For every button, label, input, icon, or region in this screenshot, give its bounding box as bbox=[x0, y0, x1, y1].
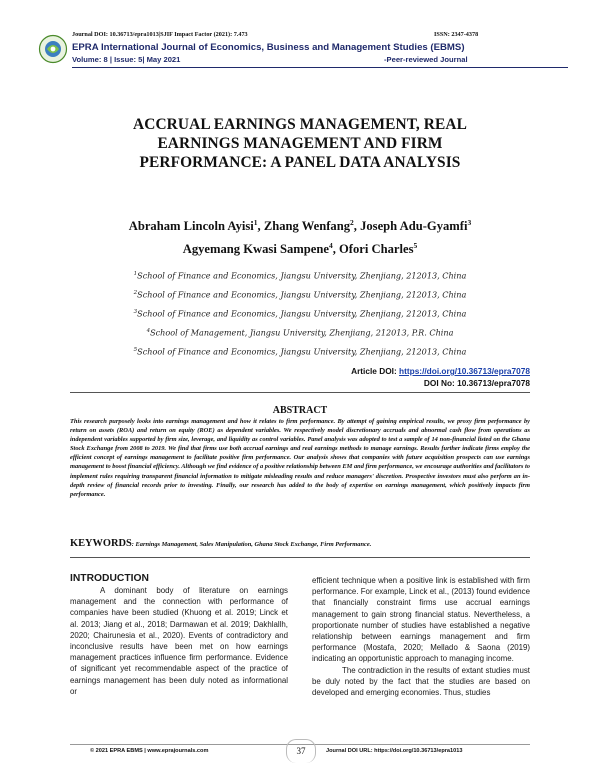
author-sup: 5 bbox=[413, 241, 418, 251]
author-sup: 1 bbox=[253, 218, 258, 227]
author-name: Joseph Adu-Gyamfi bbox=[360, 219, 468, 234]
author-name: Agyemang Kwasi Sampene bbox=[182, 242, 329, 257]
affiliation-sup: 1 bbox=[133, 271, 138, 277]
keywords-label: KEYWORDS bbox=[70, 538, 132, 549]
affiliation bbox=[60, 304, 540, 323]
affiliation bbox=[60, 285, 540, 304]
author-sep: , bbox=[257, 219, 264, 234]
affiliation-list bbox=[60, 266, 540, 360]
article-doi-label: Article DOI: bbox=[351, 366, 400, 376]
intro-paragraph: efficient technique when a positive link is established with firm performance. For example, Linck et al., (2013) found evidence that financially constraint firms use accrual earnings management to gain strong financial status. Nevertheless, a proportionate number of studies have established a negative relationship between earnings management and firm performance (Mostafa, 2020; Mellado & Saona (2019) indicating an opportunistic approach to managing income. bbox=[312, 576, 530, 664]
affiliation-sup: 2 bbox=[133, 289, 138, 296]
peer-reviewed-label: -Peer-reviewed Journal bbox=[384, 55, 468, 64]
journal-doi-line: Journal DOI: 10.36713/epra1013|SJIF Impact Factor (2021): 7.473 bbox=[72, 31, 248, 38]
keywords-text: : Earnings Management, Sales Manipulation, Ghana Stock Exchange, Firm Performance. bbox=[131, 541, 372, 548]
article-doi-block bbox=[351, 365, 530, 389]
abstract-bottom-rule bbox=[70, 557, 530, 558]
footer-journal-doi: Journal DOI URL: https://doi.org/10.36713/epra1013 bbox=[326, 748, 463, 754]
journal-name: EPRA International Journal of Economics, Business and Management Studies (EBMS) bbox=[72, 42, 465, 53]
affiliation-text: School of Finance and Economics, Jiangsu University, Zhenjiang, 212013, China bbox=[137, 308, 467, 319]
affiliation-sup: 5 bbox=[133, 346, 138, 353]
title-line: EARNINGS MANAGEMENT AND FIRM bbox=[157, 135, 443, 152]
keywords bbox=[70, 538, 530, 549]
author-name: Zhang Wenfang bbox=[263, 219, 351, 234]
intro-right-column bbox=[312, 575, 530, 698]
issn: ISSN: 2347-4378 bbox=[434, 31, 479, 38]
volume-issue: Volume: 8 | Issue: 5| May 2021 bbox=[72, 55, 181, 64]
header-divider bbox=[72, 67, 568, 68]
abstract-top-rule bbox=[70, 392, 530, 393]
author-name: Ofori Charles bbox=[339, 242, 414, 257]
affiliation bbox=[60, 342, 540, 361]
abstract-heading: ABSTRACT bbox=[272, 405, 328, 416]
page-footer bbox=[90, 748, 510, 768]
affiliation bbox=[60, 266, 540, 285]
affiliation-text: School of Finance and Economics, Jiangsu University, Zhenjiang, 212013, China bbox=[137, 289, 467, 300]
footer-copyright: © 2021 EPRA EBMS | www.eprajournals.com bbox=[90, 748, 209, 754]
title-line: ACCRUAL EARNINGS MANAGEMENT, REAL bbox=[133, 116, 467, 133]
author-sup: 3 bbox=[467, 218, 472, 227]
affiliation-text: School of Finance and Economics, Jiangsu University, Zhenjiang, 212013, China bbox=[137, 270, 467, 281]
paper-title bbox=[60, 115, 540, 172]
doi-number: DOI No: 10.36713/epra7078 bbox=[423, 378, 530, 388]
author-sup: 2 bbox=[350, 218, 354, 227]
author-sep: , bbox=[353, 219, 361, 234]
affiliation-text: School of Finance and Economics, Jiangsu University, Zhenjiang, 212013, China bbox=[137, 346, 467, 357]
intro-paragraph: A dominant body of literature on earnings management and the connection with performance of companies have been studied (Khuong et al. 2019; Linck et al. 2013; Jiang et al., 2018; Darmawan et al. 2019; Dakhlallh, 2020; Chairunesia et al., 2020). Events of contradictory and inconclusive results have been met on how earnings management practices influence firm performance. Evidence of significant yet recommendable aspect of the practice of earnings management has been duly noted as informational or bbox=[70, 586, 288, 696]
intro-paragraph: The contradiction in the results of extant studies must be duly noted by the fact that the studies are based on developed and emerging economies. Thus, studies bbox=[312, 665, 530, 698]
page-number: 37 bbox=[296, 746, 306, 756]
author-sep: , bbox=[332, 242, 340, 257]
intro-left-column bbox=[70, 572, 288, 697]
epra-logo-icon bbox=[38, 34, 68, 64]
title-line: PERFORMANCE: A PANEL DATA ANALYSIS bbox=[139, 154, 461, 171]
affiliation-sup: 4 bbox=[146, 327, 151, 334]
author-line bbox=[60, 236, 540, 259]
author-line bbox=[60, 213, 540, 236]
abstract-body: This research purposely looks into earnings management and how it relates to firm performance. By attempt of gaining empirical results, we proxy firm performance by return on assets (ROA) and return on equity (ROE) as dependent variables. We respectively model discretionary accruals and abnormal cash flow from operations as independent variables supported by firm size, leverage, and liquidity as control variables. Panel analysis was adopted to test a sample of 14 non-financial listed on the Ghana Stock Exchange from 2008 to 2019. We find that firms use both accrual earnings and real earnings methods to manage earnings. Results further indicate firms employ the efficient concept of earnings management to facilitate positive firm performance. Our analysis shows that companies with future acquisition prospects can use earnings management to boost financial efficiency. Although we find evidence of a positive relationship between EM and firm performance, we encourage authorities and facilitators to implement rules requiring transparent financial information to mitigate misleading results and reduce managers' discretion. Prospective investors must also perform an in-depth review of financial records prior to investing. Finally, our research has added to the body of expertise on earnings management, which positively impacts firm performance. bbox=[70, 418, 530, 498]
author-list bbox=[60, 213, 540, 259]
introduction-heading: INTRODUCTION bbox=[70, 573, 149, 584]
article-doi bbox=[351, 365, 530, 377]
article-doi-link[interactable]: https://doi.org/10.36713/epra7078 bbox=[399, 366, 530, 376]
author-name: Abraham Lincoln Ayisi bbox=[128, 219, 254, 234]
journal-header bbox=[38, 28, 568, 72]
affiliation bbox=[60, 323, 540, 342]
author-sup: 4 bbox=[328, 241, 333, 251]
affiliation-sup: 3 bbox=[133, 308, 138, 315]
affiliation-text: School of Management, Jiangsu University, Zhenjiang, 212013, P.R. China bbox=[150, 327, 454, 338]
